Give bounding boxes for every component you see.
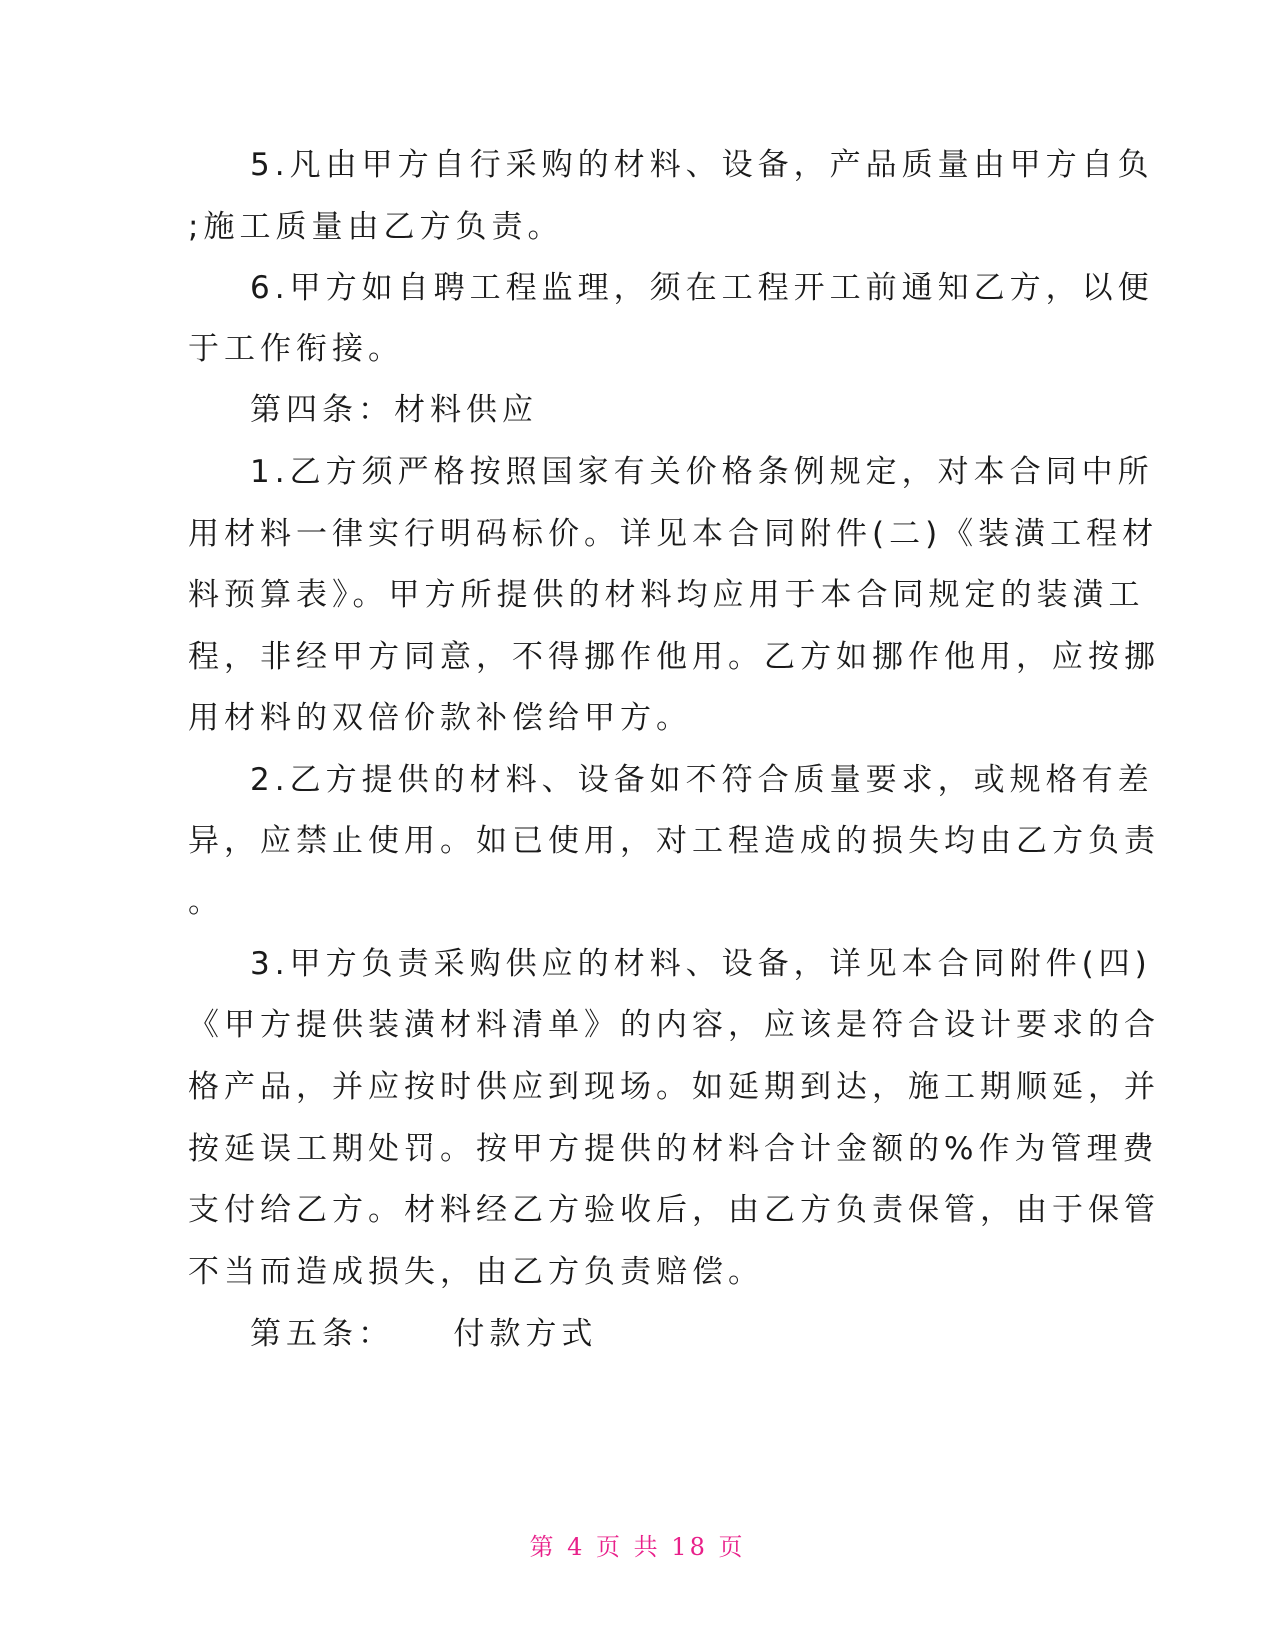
paragraph-line: 支付给乙方。材料经乙方验收后，由乙方负责保管，由于保管 [188, 1192, 1160, 1228]
paragraph-line: 程，非经甲方同意，不得挪作他用。乙方如挪作他用，应按挪 [188, 639, 1160, 675]
paragraph-line: 不当而造成损失，由乙方负责赔偿。 [188, 1254, 764, 1290]
paragraph-line: 用材料的双倍价款补偿给甲方。 [188, 700, 692, 736]
page-number-footer: 第 4 页 共 18 页 [529, 1533, 746, 1561]
paragraph-line: 5.凡由甲方自行采购的材料、设备，产品质量由甲方自负 [250, 147, 1154, 183]
paragraph-line: 格产品，并应按时供应到现场。如延期到达，施工期顺延，并 [188, 1069, 1160, 1105]
paragraph-line: 。 [188, 884, 224, 920]
paragraph-line: 按延误工期处罚。按甲方提供的材料合计金额的%作为管理费 [188, 1131, 1159, 1167]
section-heading: 第四条：材料供应 [250, 392, 538, 428]
paragraph-line: 异，应禁止使用。如已使用，对工程造成的损失均由乙方负责 [188, 823, 1160, 859]
paragraph-line: ;施工质量由乙方负责。 [188, 209, 564, 245]
paragraph-line: 6.甲方如自聘工程监理，须在工程开工前通知乙方，以便 [250, 270, 1154, 306]
paragraph-line: 3.甲方负责采购供应的材料、设备，详见本合同附件(四) [250, 946, 1152, 982]
paragraph-line: 料预算表》。甲方所提供的材料均应用于本合同规定的装潢工 [188, 577, 1145, 613]
paragraph-line: 于工作衔接。 [188, 331, 404, 367]
paragraph-line: 2.乙方提供的材料、设备如不符合质量要求，或规格有差 [250, 762, 1154, 798]
paragraph-line: 1.乙方须严格按照国家有关价格条例规定，对本合同中所 [250, 454, 1154, 490]
paragraph-line: 《甲方提供装潢材料清单》的内容，应该是符合设计要求的合 [188, 1007, 1160, 1043]
paragraph-line: 用材料一律实行明码标价。详见本合同附件(二)《装潢工程材 [188, 516, 1159, 552]
section-heading: 第五条： 付款方式 [250, 1316, 598, 1352]
